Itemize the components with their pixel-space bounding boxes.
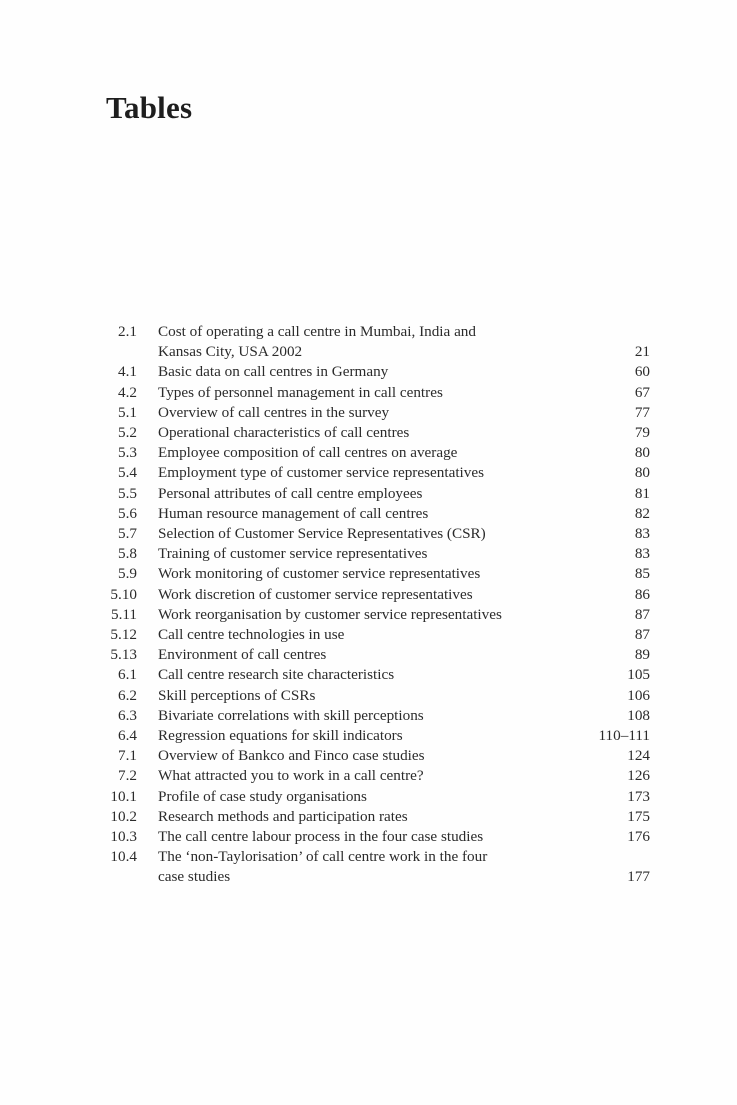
caption-line: [158, 726, 650, 746]
toc-entry: [100, 322, 650, 362]
caption-line: [158, 867, 650, 887]
toc-entry: [100, 463, 650, 483]
caption-text: Selection of Customer Service Representatives (CSR): [158, 525, 486, 543]
page-number: 124: [627, 747, 650, 765]
toc-entry: [100, 726, 650, 746]
table-number: 5.4: [118, 464, 137, 482]
caption-line: [158, 524, 650, 544]
table-number: 10.4: [110, 848, 137, 866]
page-number: 60: [634, 363, 650, 381]
caption-line: [158, 787, 650, 807]
caption-text: Bivariate correlations with skill perceptions: [158, 706, 424, 724]
table-caption: [158, 665, 650, 685]
page-number: 126: [627, 767, 650, 785]
toc-entry: [100, 484, 650, 504]
table-caption: [158, 383, 650, 403]
table-caption: [158, 827, 650, 847]
page-number: 80: [634, 464, 650, 482]
page-number: 86: [634, 585, 650, 603]
caption-line: [158, 564, 650, 584]
caption-text: Regression equations for skill indicators: [158, 727, 403, 745]
caption-text: The call centre labour process in the four case studies: [158, 828, 484, 846]
caption-line: [158, 807, 650, 827]
table-number: 6.3: [118, 706, 137, 724]
table-caption: [158, 564, 650, 584]
caption-text: The ‘non-Taylorisation’ of call centre work in the four: [158, 848, 488, 866]
caption-line: [158, 645, 650, 665]
table-number: 4.2: [118, 383, 137, 401]
table-number: 2.1: [118, 323, 137, 340]
caption-text: Training of customer service representatives: [158, 545, 428, 563]
table-number: 5.6: [118, 504, 137, 522]
toc-entry: [100, 383, 650, 403]
caption-text: Work reorganisation by customer service representatives: [158, 605, 502, 623]
table-caption: [158, 625, 650, 645]
caption-line: [158, 504, 650, 524]
caption-text: Employment type of customer service representatives: [158, 464, 484, 482]
toc-entry: [100, 827, 650, 847]
toc-entry: [100, 706, 650, 726]
caption-line: [158, 625, 650, 645]
table-number: 7.1: [118, 747, 137, 765]
caption-text: Environment of call centres: [158, 646, 327, 664]
toc-entry: [100, 645, 650, 665]
table-caption: [158, 706, 650, 726]
table-caption: [158, 645, 650, 665]
toc-entry: [100, 544, 650, 564]
page-number: 83: [634, 525, 650, 543]
table-number: 5.1: [118, 403, 137, 421]
page-number: 79: [634, 424, 650, 442]
caption-line: [158, 362, 650, 382]
table-caption: [158, 484, 650, 504]
caption-line: [158, 847, 650, 867]
caption-text: Cost of operating a call centre in Mumbai, India and: [158, 323, 476, 340]
page-number: 83: [634, 545, 650, 563]
table-number: 6.2: [118, 686, 137, 704]
caption-line: [158, 686, 650, 706]
toc-entry: [100, 625, 650, 645]
toc-entry: [100, 524, 650, 544]
table-number: 5.12: [110, 626, 137, 644]
table-caption: [158, 847, 650, 887]
caption-text: Basic data on call centres in Germany: [158, 363, 389, 381]
table-caption: [158, 544, 650, 564]
table-number: 5.13: [110, 646, 137, 664]
table-number: 6.4: [118, 727, 137, 745]
caption-text: Personal attributes of call centre employees: [158, 484, 423, 502]
table-caption: [158, 443, 650, 463]
toc-entry: [100, 403, 650, 423]
table-number: 6.1: [118, 666, 137, 684]
page-number: 67: [634, 383, 650, 401]
toc-entry: [100, 443, 650, 463]
caption-text: Employee composition of call centres on average: [158, 444, 458, 462]
toc-entry: [100, 362, 650, 382]
table-caption: [158, 746, 650, 766]
table-number: 10.2: [110, 807, 137, 825]
caption-text: Skill perceptions of CSRs: [158, 686, 316, 704]
caption-line: [158, 746, 650, 766]
table-number: 4.1: [118, 363, 137, 381]
table-number: 5.2: [118, 424, 137, 442]
page-number: 110–111: [598, 727, 650, 745]
caption-text: Overview of call centres in the survey: [158, 403, 390, 421]
table-caption: [158, 423, 650, 443]
toc-entry: [100, 787, 650, 807]
toc-entry: [100, 605, 650, 625]
page-number: 177: [627, 868, 650, 886]
table-number: 5.9: [118, 565, 137, 583]
caption-line: [158, 484, 650, 504]
caption-line: [158, 463, 650, 483]
table-caption: [158, 726, 650, 746]
table-number: 5.11: [110, 605, 137, 623]
page-number: 77: [634, 403, 650, 421]
toc-entry: [100, 847, 650, 887]
page-number: 82: [634, 504, 650, 522]
table-caption: [158, 362, 650, 382]
table-caption: [158, 524, 650, 544]
table-number: 5.8: [118, 545, 137, 563]
caption-line: [158, 665, 650, 685]
toc-entry: [100, 746, 650, 766]
toc-entry: [100, 564, 650, 584]
caption-line: [158, 423, 650, 443]
caption-text: Profile of case study organisations: [158, 787, 367, 805]
caption-line: [158, 827, 650, 847]
table-number: 5.7: [118, 525, 137, 543]
table-caption: [158, 463, 650, 483]
page-number: 175: [627, 807, 650, 825]
page-number: 21: [634, 343, 650, 361]
caption-line: [158, 342, 650, 362]
caption-text: Work monitoring of customer service representatives: [158, 565, 481, 583]
table-number: 5.3: [118, 444, 137, 462]
page-number: 176: [627, 828, 650, 846]
page-number: 80: [634, 444, 650, 462]
page-number: 87: [634, 605, 650, 623]
caption-line: [158, 706, 650, 726]
caption-line: [158, 585, 650, 605]
toc-entry: [100, 766, 650, 786]
page-number: 106: [627, 686, 650, 704]
caption-text: Kansas City, USA 2002: [158, 343, 303, 361]
toc-entry: [100, 504, 650, 524]
caption-text: Research methods and participation rates: [158, 807, 408, 825]
caption-line: [158, 766, 650, 786]
caption-text: Call centre technologies in use: [158, 626, 345, 644]
page-number: 85: [634, 565, 650, 583]
page-number: 173: [627, 787, 650, 805]
page-number: 105: [627, 666, 650, 684]
page-number: 87: [634, 626, 650, 644]
table-number: 5.5: [118, 484, 137, 502]
table-caption: [158, 605, 650, 625]
caption-line: [158, 605, 650, 625]
toc-entry: [100, 686, 650, 706]
caption-line: [158, 443, 650, 463]
page-title: Tables: [106, 90, 193, 125]
caption-text: Call centre research site characteristics: [158, 666, 395, 684]
table-caption: [158, 787, 650, 807]
caption-text: Types of personnel management in call centres: [158, 383, 443, 401]
table-caption: [158, 686, 650, 706]
caption-text: Overview of Bankco and Finco case studies: [158, 747, 425, 765]
caption-text: case studies: [158, 868, 231, 886]
toc-entry: [100, 585, 650, 605]
caption-line: [158, 403, 650, 423]
table-number: 10.1: [110, 787, 137, 805]
caption-line: [158, 383, 650, 403]
page-number: 89: [634, 646, 650, 664]
toc-entry: [100, 807, 650, 827]
table-caption: [158, 585, 650, 605]
table-number: 5.10: [110, 585, 137, 603]
caption-text: Human resource management of call centres: [158, 504, 429, 522]
caption-line: [158, 322, 650, 342]
caption-line: [158, 544, 650, 564]
table-number: 7.2: [118, 767, 137, 785]
list-of-tables: [100, 322, 650, 888]
table-number: 10.3: [110, 828, 137, 846]
caption-text: Operational characteristics of call centres: [158, 424, 410, 442]
caption-text: What attracted you to work in a call centre?: [158, 767, 424, 785]
table-caption: [158, 504, 650, 524]
page-number: 108: [627, 706, 650, 724]
toc-entry: [100, 423, 650, 443]
toc-entry: [100, 665, 650, 685]
caption-text: Work discretion of customer service representatives: [158, 585, 473, 603]
table-caption: [158, 322, 650, 362]
table-caption: [158, 403, 650, 423]
page-number: 81: [634, 484, 650, 502]
table-caption: [158, 807, 650, 827]
table-caption: [158, 766, 650, 786]
